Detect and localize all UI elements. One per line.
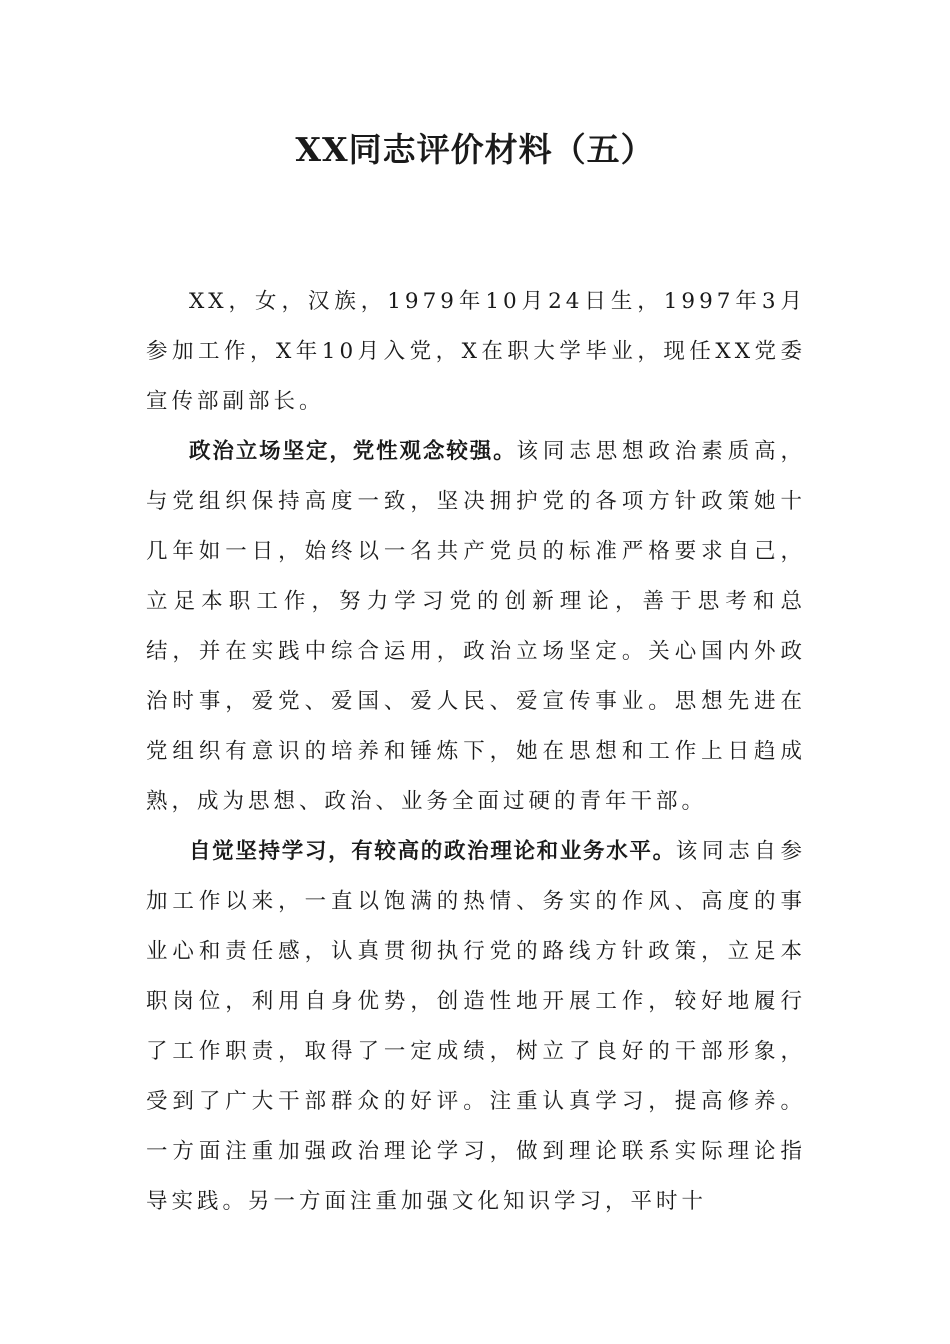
paragraph-basic-info [146,277,806,427]
paragraph-study [146,827,806,1227]
paragraph-text: 该同志思想政治素质高，与党组织保持高度一致，坚决拥护党的各项方针政策她十几年如一日，始终以一名共产党员的标准严格要求自己，立足本职工作，努力学习党的创新理论，善于思考和总结，并在实践中综合运用，政治立场坚定。关心国内外政治时事，爱党、爱国、爱人民、爱宣传事业。思想先进在党组织有意识的培养和锤炼下，她在思想和工作上日趋成熟，成为思想、政治、业务全面过硬的青年干部。 [146,439,806,814]
document-title: XX同志评价材料（五） [295,130,655,169]
document-body [146,277,806,1227]
paragraph-text: 该同志自参加工作以来，一直以饱满的热情、务实的作风、高度的事业心和责任感，认真贯彻执行党的路线方针政策，立足本职岗位，利用自身优势，创造性地开展工作，较好地履行了工作职责，取得了一定成绩，树立了良好的干部形象，受到了广大干部群众的好评。注重认真学习，提高修养。一方面注重加强政治理论学习，做到理论联系实际理论指导实践。另一方面注重加强文化知识学习，平时十 [146,839,806,1214]
paragraph-heading: 政治立场坚定，党性观念较强。 [189,439,517,464]
paragraph-text: XX，女，汉族，1979年10月24日生，1997年3月参加工作，X年10月入党，X在职大学毕业，现任XX党委宣传部副部长。 [146,289,806,414]
paragraph-heading: 自觉坚持学习，有较高的政治理论和业务水平。 [189,839,676,864]
paragraph-political-stance [146,427,806,827]
